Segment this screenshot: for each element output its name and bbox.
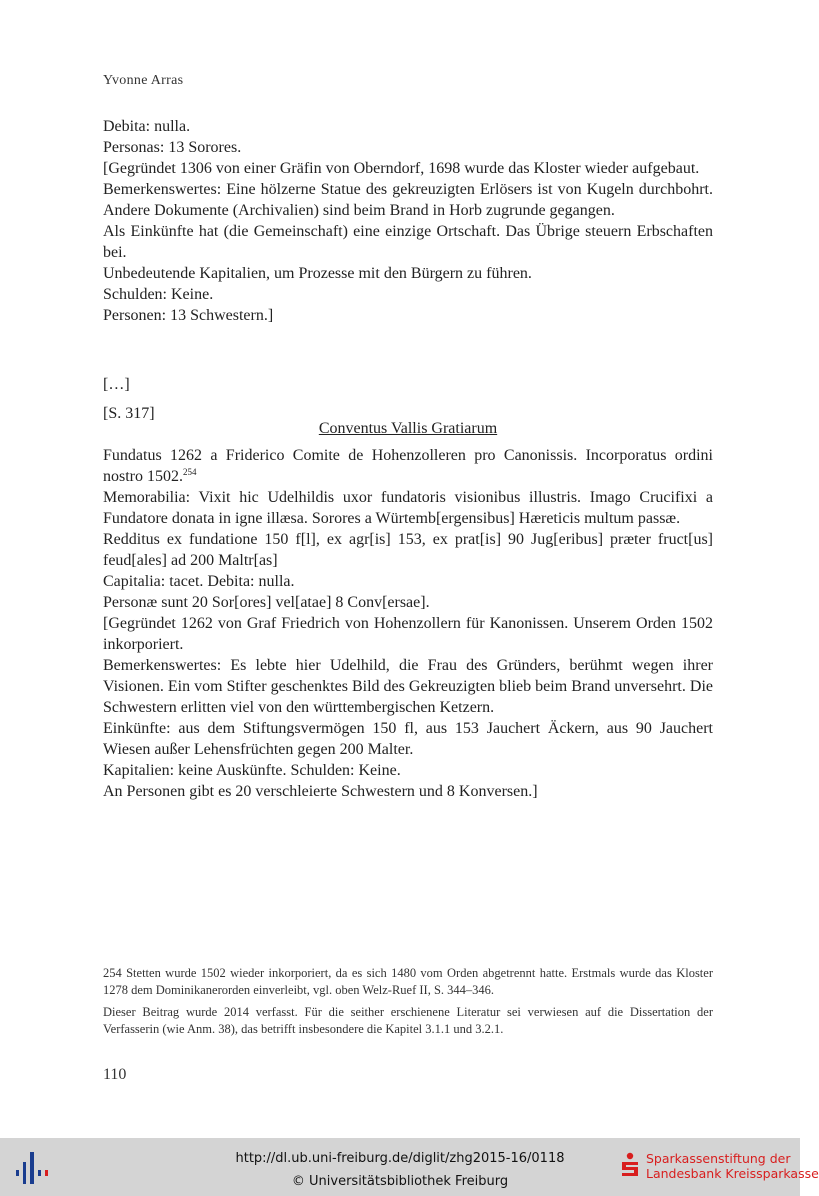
paragraph: Personas: 13 Sorores. [103,139,242,156]
page-number: 110 [103,1066,127,1083]
footnote: Dieser Beitrag wurde 2014 verfasst. Für die seither erschienene Literatur sei verwiesen auf die Dissertation der Verfasserin (wie Anm. 38), das betrifft insbesondere die Kapitel 3.1.1 und 3.2.1. [103,1005,713,1036]
paragraph: Unbedeutende Kapitalien, um Prozesse mit den Bürgern zu führen. [103,265,532,282]
sparkasse-logo [620,1150,819,1186]
paragraph: Bemerkenswertes: Eine hölzerne Statue des gekreuzigten Erlösers ist von Kugeln durchbohrt. Andere Dokumente (Archivalien) sind beim Brand in Horb zugrunde gegangen. [103,181,713,219]
section-heading: Conventus Vallis Gratiarum [318,420,498,437]
paragraph: Redditus ex fundatione 150 f[l], ex agr[is] 153, ex prat[is] 90 Jug[eribus] præter fruct[us] feud[ales] ad 200 Maltr[as] [103,531,713,569]
paragraph: [Gegründet 1262 von Graf Friedrich von Hohenzollern für Kanonissen. Unserem Orden 1502 inkorporiert. [103,615,713,653]
paragraph [103,445,713,487]
sponsor-line-1: Sparkassenstiftung der [646,1151,791,1166]
paragraph: Als Einkünfte hat (die Gemeinschaft) eine einzige Ortschaft. Das Übrige steuern Erbschaften bei. [103,223,713,261]
paragraph: An Personen gibt es 20 verschleierte Schwestern und 8 Konversen.] [103,783,538,800]
paragraph: Personen: 13 Schwestern.] [103,307,274,324]
viewer-footer [0,1138,819,1196]
sponsor-text [646,1151,819,1181]
paragraph: Einkünfte: aus dem Stiftungsvermögen 150 fl, aus 153 Jauchert Äckern, aus 90 Jauchert Wiesen außer Lehensfrüchten gegen 200 Malter. [103,720,713,758]
paragraph-text: Fundatus 1262 a Friderico Comite de Hohenzolleren pro Canonissis. Incorporatus ordini nostro 1502. [103,447,713,485]
paragraph: Personæ sunt 20 Sor[ores] vel[atae] 8 Conv[ersae]. [103,594,430,611]
paragraph: Schulden: Keine. [103,286,214,303]
paragraph: Memorabilia: Vixit hic Udelhildis uxor fundatoris visionibus illustris. Imago Crucifixi a Fundatore donata in igne illæsa. Sorores a Würtemb[ergensibus] Hæreticis multum passæ. [103,489,713,527]
text-block-1 [103,116,713,326]
document-url[interactable]: http://dl.ub.uni-freiburg.de/diglit/zhg2015-16/0118 [235,1151,565,1166]
footnote: 254 Stetten wurde 1502 wieder inkorporiert, da es sich 1480 vom Orden abgetrennt hatte. Erstmals wurde das Kloster 1278 dem Dominikanerorden einverleibt, vgl. oben Welz-Ruef II, S. 344–346. [103,966,713,997]
text-block-2 [103,445,713,802]
running-head: Yvonne Arras [103,73,184,88]
paragraph: Kapitalien: keine Auskünfte. Schulden: Keine. [103,762,401,779]
footnote-marker[interactable]: 254 [183,467,197,477]
copyright-notice: © Universitätsbibliothek Freiburg [291,1174,509,1189]
paragraph: [Gegründet 1306 von einer Gräfin von Oberndorf, 1698 wurde das Kloster wieder aufgebaut. [103,160,700,177]
paragraph: Capitalia: tacet. Debita: nulla. [103,573,295,590]
footnotes [103,965,713,1043]
omission-mark: […] [103,376,130,393]
page-reference: [S. 317] [103,405,155,422]
paragraph: Bemerkenswertes: Es lebte hier Udelhild, die Frau des Gründers, berühmt wegen ihrer Visionen. Ein vom Stifter geschenktes Bild des Gekreuzigten blieb beim Brand unversehrt. Die Schwestern erlitten viel von den württembergischen Ketzern. [103,657,713,716]
sponsor-line-2: Landesbank Kreissparkasse [646,1166,819,1181]
paragraph: Debita: nulla. [103,118,191,135]
sparkasse-s-icon [620,1152,640,1178]
